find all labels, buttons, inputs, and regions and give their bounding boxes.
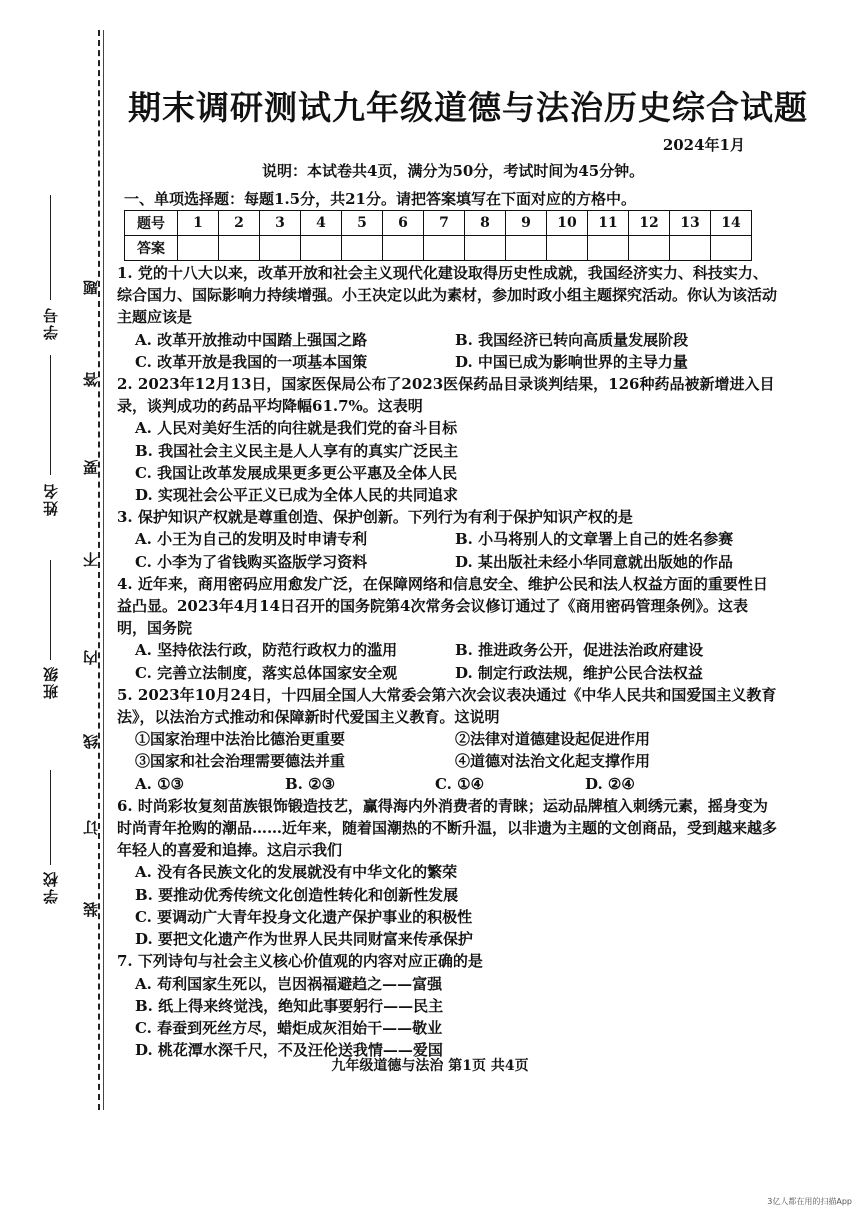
question-number-header: 题号: [125, 211, 178, 236]
student-id-field-line: [50, 195, 51, 300]
question-number-cell: 7: [424, 211, 465, 236]
option-c: C. 完善立法制度，落实总体国家安全观: [135, 663, 398, 682]
answer-cell[interactable]: [301, 236, 342, 261]
question-1: [117, 262, 777, 373]
seal-char: 答: [82, 370, 100, 387]
page-footer: 九年级道德与法治 第1页 共4页: [331, 1058, 529, 1074]
option-b: B. 要推动优秀传统文化创造性转化和创新性发展: [135, 885, 459, 904]
answer-cell[interactable]: [588, 236, 629, 261]
exam-title: 期末调研测试九年级道德与法治历史综合试题: [128, 88, 808, 127]
option-b: B. 我国经济已转向高质量发展阶段: [455, 330, 689, 349]
question-number-cell: 3: [260, 211, 301, 236]
option-a: A. 改革开放推动中国踏上强国之路: [135, 330, 368, 349]
answer-cell[interactable]: [424, 236, 465, 261]
question-4: [117, 573, 777, 684]
option-row: [117, 639, 777, 661]
seal-char: 不: [82, 550, 100, 567]
question-list: [117, 262, 777, 1061]
seal-char: 题: [82, 278, 100, 295]
exam-date: 2024年1月: [662, 136, 745, 154]
question-stem: 6. 时尚彩妆复刻苗族银饰锻造技艺，赢得海内外消费者的青睐；运动品牌植入刺绣元素，摇身变为时尚青年抢购的潮品……近年来，随着国潮热的不断升温，以非遗为主题的文创商品，受到越来越多年轻人的喜爱和追捧。这启示我们: [117, 796, 778, 860]
option-a: A. ①③: [135, 774, 184, 793]
statement-row: [117, 750, 777, 772]
option-c: C. 我国让改革发展成果更多更公平惠及全体人民: [135, 463, 458, 482]
question-number-cell: 9: [506, 211, 547, 236]
name-label: 姓名: [42, 482, 60, 516]
option-d: D. 桃花潭水深千尺，不及汪伦送我情——爱国: [135, 1041, 443, 1060]
option-row: [117, 773, 777, 795]
answer-table-number-row: [125, 211, 752, 236]
binding-dashed-line: [98, 30, 100, 1110]
seal-char: 订: [82, 818, 100, 835]
statement-item: ④道德对法治文化起支撑作用: [455, 752, 651, 771]
option-c: C. 改革开放是我国的一项基本国策: [135, 352, 368, 371]
scanner-watermark: 3亿人都在用的扫描App: [767, 1197, 852, 1206]
option-a: A. 苟利国家生死以，岂因祸福避趋之——富强: [135, 974, 443, 993]
option-b: B. 纸上得来终觉浅，绝知此事要躬行——民主: [135, 996, 444, 1015]
answer-header: 答案: [125, 236, 178, 261]
option-d: D. ②④: [585, 774, 635, 793]
seal-char: 装: [82, 900, 100, 917]
option-c: C. ①④: [435, 774, 485, 793]
option-b: B. ②③: [285, 774, 336, 793]
option-d: D. 某出版社未经小华同意就出版她的作品: [455, 552, 733, 571]
option-row: [117, 551, 777, 573]
question-stem: 3. 保护知识产权就是尊重创造、保护创新。下列行为有利于保护知识产权的是: [117, 508, 633, 527]
option-c: C. 春蚕到死丝方尽，蜡炬成灰泪始干——敬业: [135, 1018, 443, 1037]
question-stem: 4. 近年来，商用密码应用愈发广泛，在保障网络和信息安全、维护公民和法人权益方面的重要性日益凸显。2023年4月14日召开的国务院第4次常务会议修订通过了《商用密码管理条例》。这表明，国务院: [117, 574, 768, 638]
seal-char: 内: [82, 648, 100, 665]
seal-char: 线: [82, 732, 100, 749]
question-stem: 2. 2023年12月13日，国家医保局公布了2023医保药品目录谈判结果，126种药品被新增进入目录，谈判成功的药品平均降幅61.7%。这表明: [117, 375, 775, 416]
option-d: D. 实现社会公平正义已成为全体人民的共同追求: [135, 486, 458, 505]
question-number-cell: 13: [670, 211, 711, 236]
binding-solid-line: [103, 30, 104, 1110]
option-b: B. 我国社会主义民主是人人享有的真实广泛民主: [135, 441, 459, 460]
option-row: [117, 528, 777, 550]
statement-row: [117, 728, 777, 750]
answer-cell[interactable]: [465, 236, 506, 261]
option-a: A. 小王为自己的发明及时申请专利: [135, 530, 368, 549]
answer-cell[interactable]: [547, 236, 588, 261]
name-field-line: [50, 355, 51, 475]
option-row: [117, 662, 777, 684]
question-number-cell: 6: [383, 211, 424, 236]
question-stem: 7. 下列诗句与社会主义核心价值观的内容对应正确的是: [117, 952, 483, 971]
answer-cell[interactable]: [711, 236, 752, 261]
question-number-cell: 14: [711, 211, 752, 236]
question-number-cell: 4: [301, 211, 342, 236]
question-2: [117, 373, 777, 506]
answer-cell[interactable]: [506, 236, 547, 261]
question-6: [117, 795, 777, 950]
question-number-cell: 5: [342, 211, 383, 236]
class-label: 班级: [42, 665, 60, 699]
option-c: C. 小李为了省钱购买盗版学习资料: [135, 552, 368, 571]
question-stem: 1. 党的十八大以来，改革开放和社会主义现代化建设取得历史性成就，我国经济实力、科技实力、综合国力、国际影响力持续增强。小王决定以此为素材，参加时政小组主题探究活动。你认为该活动主题应该是: [117, 264, 778, 327]
class-field-line: [50, 560, 51, 660]
question-number-cell: 11: [588, 211, 629, 236]
statement-item: ①国家治理中法治比德治更重要: [135, 730, 346, 749]
option-d: D. 要把文化遗产作为世界人民共同财富来传承保护: [135, 930, 473, 949]
option-b: B. 推进政务公开，促进法治政府建设: [455, 641, 704, 660]
question-number-cell: 2: [219, 211, 260, 236]
question-3: [117, 506, 777, 573]
statement-item: ③国家和社会治理需要德法并重: [135, 752, 346, 771]
question-number-cell: 10: [547, 211, 588, 236]
school-field-line: [50, 770, 51, 865]
option-c: C. 要调动广大青年投身文化遗产保护事业的积极性: [135, 907, 473, 926]
question-7: [117, 950, 777, 1061]
answer-cell[interactable]: [178, 236, 219, 261]
answer-cell[interactable]: [383, 236, 424, 261]
option-a: A. 人民对美好生活的向往就是我们党的奋斗目标: [135, 419, 458, 438]
question-number-cell: 1: [178, 211, 219, 236]
option-a: A. 没有各民族文化的发展就没有中华文化的繁荣: [135, 863, 458, 882]
exam-instruction: 说明：本试卷共4页，满分为50分，考试时间为45分钟。: [262, 162, 645, 180]
option-b: B. 小马将别人的文章署上自己的姓名参赛: [455, 530, 734, 549]
question-number-cell: 12: [629, 211, 670, 236]
option-a: A. 坚持依法行政，防范行政权力的滥用: [135, 641, 398, 660]
answer-cell[interactable]: [670, 236, 711, 261]
answer-cell[interactable]: [260, 236, 301, 261]
school-label: 学校: [42, 870, 60, 904]
option-row: [117, 351, 777, 373]
answer-cell[interactable]: [629, 236, 670, 261]
student-id-label: 学号: [42, 306, 60, 340]
section-heading: 一、单项选择题：每题1.5分，共21分。请把答案填写在下面对应的方格中。: [124, 190, 636, 208]
seal-char: 要: [82, 458, 100, 475]
answer-table-answer-row: [125, 236, 752, 261]
answer-cell[interactable]: [219, 236, 260, 261]
answer-table: [124, 210, 752, 261]
option-row: [117, 329, 777, 351]
option-d: D. 中国已成为影响世界的主导力量: [455, 352, 688, 371]
answer-cell[interactable]: [342, 236, 383, 261]
statement-item: ②法律对道德建设起促进作用: [455, 730, 651, 749]
option-d: D. 制定行政法规，维护公民合法权益: [455, 663, 703, 682]
question-number-cell: 8: [465, 211, 506, 236]
question-stem: 5. 2023年10月24日，十四届全国人大常委会第六次会议表决通过《中华人民共和国爱国主义教育法》，以法治方式推动和保障新时代爱国主义教育。这说明: [117, 685, 777, 727]
question-5: [117, 684, 777, 795]
